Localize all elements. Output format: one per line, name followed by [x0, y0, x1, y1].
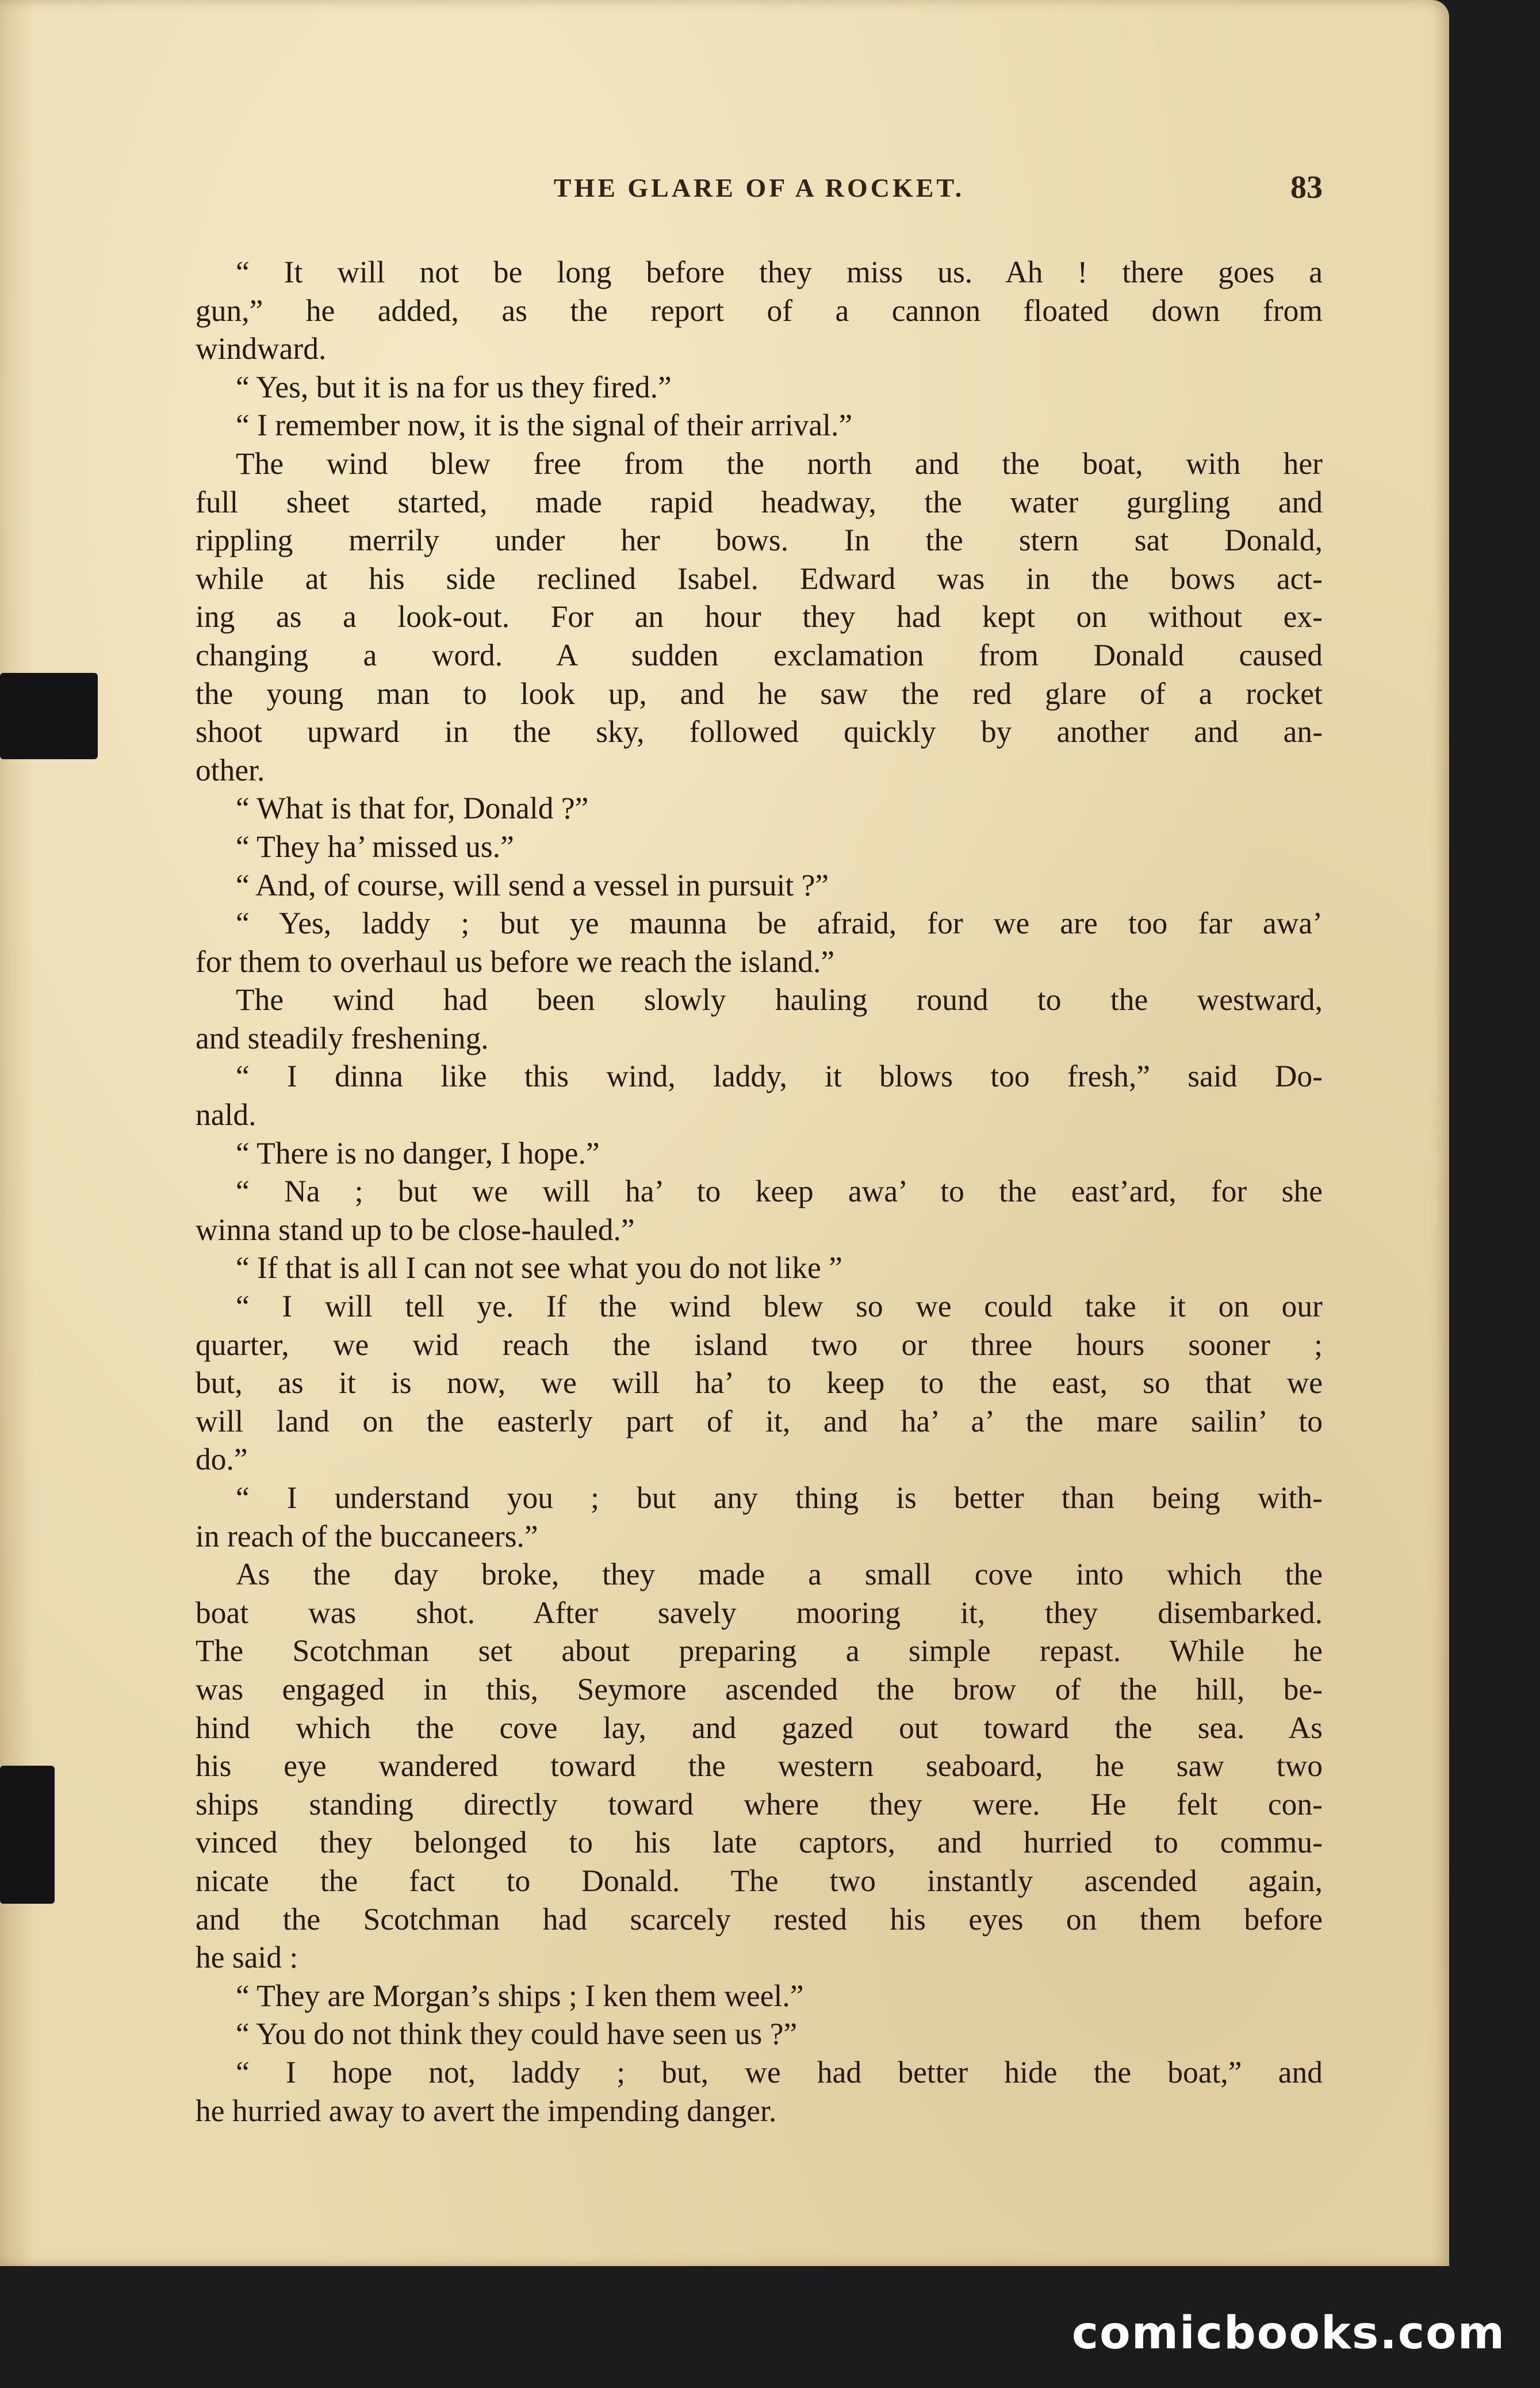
text-line: gun,” he added, as the report of a cannon floated down from: [196, 293, 1323, 328]
page-number: 83: [1290, 170, 1323, 205]
text-line: The Scotchman set about preparing a simple repast. While he: [196, 1633, 1323, 1668]
text-line: nicate the fact to Donald. The two instantly ascended again,: [196, 1863, 1323, 1898]
page-edge-damage: [0, 1766, 55, 1904]
text-line: “ I understand you ; but any thing is better than being with-: [236, 1480, 1323, 1515]
text-line: winna stand up to be close-hauled.”: [196, 1212, 635, 1247]
text-line: The wind had been slowly hauling round to the westward,: [236, 982, 1323, 1017]
text-line: “ I dinna like this wind, laddy, it blows too fresh,” said Do-: [236, 1059, 1323, 1094]
text-line: The wind blew free from the north and the boat, with her: [236, 446, 1323, 481]
text-line: windward.: [196, 331, 327, 366]
text-line: he hurried away to avert the impending danger.: [196, 2093, 777, 2128]
text-line: “ What is that for, Donald ?”: [236, 791, 589, 826]
text-line: “ You do not think they could have seen us ?”: [236, 2016, 798, 2052]
text-line: “ They are Morgan’s ships ; I ken them weel.”: [236, 1978, 804, 2013]
text-line: rippling merrily under her bows. In the stern sat Donald,: [196, 523, 1323, 558]
text-line: but, as it is now, we will ha’ to keep to the east, so that we: [196, 1365, 1323, 1400]
text-line: for them to overhaul us before we reach the island.”: [196, 944, 835, 979]
text-line: “ And, of course, will send a vessel in pursuit ?”: [236, 867, 829, 902]
text-line: ing as a look-out. For an hour they had kept on without ex-: [196, 599, 1323, 634]
running-head: THE GLARE OF A ROCKET.: [553, 173, 965, 202]
text-line: hind which the cove lay, and gazed out toward the sea. As: [196, 1710, 1323, 1745]
text-line: nald.: [196, 1097, 256, 1132]
text-line: As the day broke, they made a small cove into which the: [236, 1557, 1323, 1592]
text-line: other.: [196, 752, 265, 787]
page-header: [196, 170, 1323, 219]
text-line: he said :: [196, 1940, 298, 1975]
text-line: and steadily freshening.: [196, 1020, 489, 1055]
text-line: “ They ha’ missed us.”: [236, 829, 514, 864]
text-line: “ I will tell ye. If the wind blew so we could take it on our: [236, 1289, 1323, 1324]
text-line: “ Yes, laddy ; but ye maunna be afraid, for we are too far awa’: [236, 906, 1323, 941]
text-line: full sheet started, made rapid headway, the water gurgling and: [196, 484, 1323, 519]
text-line: “ Yes, but it is na for us they fired.”: [236, 369, 672, 404]
text-line: “ If that is all I can not see what you do not like ”: [236, 1250, 842, 1285]
watermark: comicbooks.com: [1071, 2307, 1505, 2359]
text-line: his eye wandered toward the western seaboard, he saw two: [196, 1748, 1323, 1784]
text-line: and the Scotchman had scarcely rested his eyes on them before: [196, 1901, 1323, 1937]
body-text: [196, 253, 1323, 2130]
text-line: while at his side reclined Isabel. Edward was in the bows act-: [196, 561, 1323, 596]
text-line: “ I remember now, it is the signal of their arrival.”: [236, 408, 853, 443]
text-line: quarter, we wid reach the island two or three hours sooner ;: [196, 1327, 1323, 1362]
text-line: “ I hope not, laddy ; but, we had better hide the boat,” and: [236, 2054, 1323, 2090]
text-line: “ Na ; but we will ha’ to keep awa’ to the east’ard, for she: [236, 1174, 1323, 1209]
text-line: “ There is no danger, I hope.”: [236, 1135, 600, 1170]
text-line: shoot upward in the sky, followed quickly by another and an-: [196, 714, 1323, 749]
text-line: changing a word. A sudden exclamation from Donald caused: [196, 637, 1323, 672]
text-line: vinced they belonged to his late captors, and hurried to commu-: [196, 1825, 1323, 1860]
text-line: boat was shot. After savely mooring it, they disembarked.: [196, 1595, 1323, 1630]
text-line: do.”: [196, 1442, 248, 1477]
text-line: the young man to look up, and he saw the red glare of a rocket: [196, 676, 1323, 711]
text-line: ships standing directly toward where they were. He felt con-: [196, 1786, 1323, 1821]
text-line: was engaged in this, Seymore ascended the brow of the hill, be-: [196, 1671, 1323, 1706]
text-line: in reach of the buccaneers.”: [196, 1518, 538, 1553]
text-line: will land on the easterly part of it, and ha’ a’ the mare sailin’ to: [196, 1403, 1323, 1438]
text-line: “ It will not be long before they miss us. Ah ! there goes a: [236, 255, 1323, 289]
page-edge-damage: [0, 673, 98, 759]
